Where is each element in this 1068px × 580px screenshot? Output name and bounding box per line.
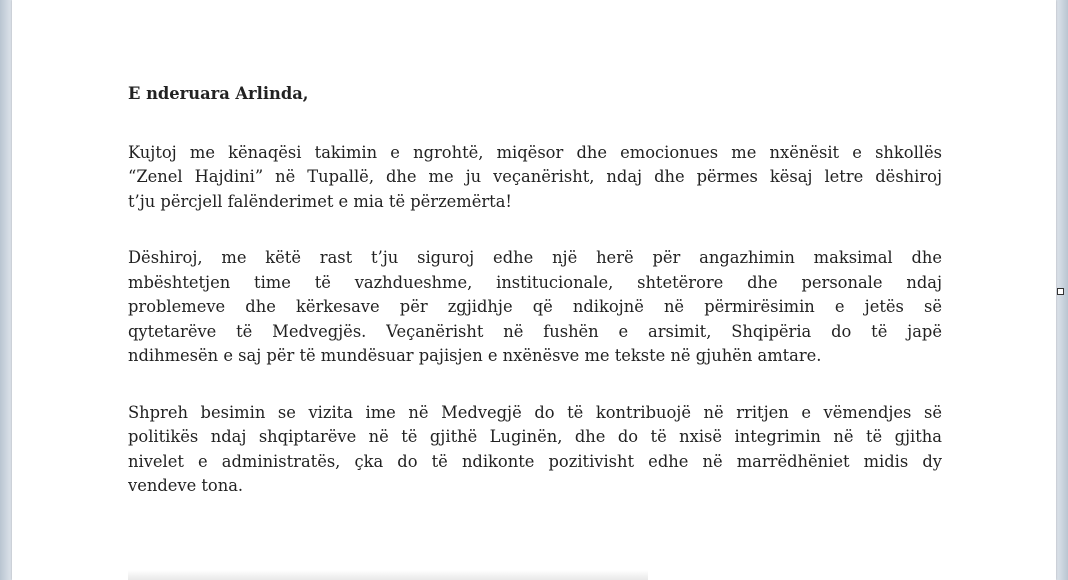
- letter-paragraph-2: [128, 246, 942, 369]
- next-line-fade: [128, 570, 648, 580]
- paragraph-line: ndihmesën e saj për të mundësuar pajisjen e nxënësve me tekste në gjuhën amtare.: [128, 346, 822, 365]
- paragraph-line: problemeve dhe kërkesave për zgjidhje që ndikojnë në përmirësimin e jetës së: [128, 297, 942, 316]
- letter-paragraph-1: [128, 141, 942, 215]
- paragraph-line: qytetarëve të Medvegjës. Veçanërisht në fushën e arsimit, Shqipëria do të japë: [128, 321, 942, 341]
- paragraph-line: “Zenel Hajdini” në Tupallë, dhe me ju veçanërisht, ndaj dhe përmes kësaj letre dëshiroj: [128, 167, 942, 186]
- paragraph-line: vendeve tona.: [128, 476, 244, 495]
- letter-body: [128, 82, 942, 531]
- paragraph-line: Dëshiroj, me këtë rast t’ju siguroj edhe një herë për angazhimin maksimal dhe: [128, 248, 942, 267]
- paragraph-line: Shpreh besimin se vizita ime në Medvegjë do të kontribuojë në rritjen e vëmendjes së: [128, 402, 942, 422]
- paragraph-line: t’ju përcjell falënderimet e mia të përzemërta!: [128, 191, 512, 211]
- paragraph-line: mbështetjen time të vazhdueshme, institucionale, shtetërore dhe personale ndaj: [128, 272, 942, 292]
- page-edge-left: [0, 0, 12, 580]
- paragraph-line: nivelet e administratës, çka do të ndikonte pozitivisht edhe në marrëdhëniet midis dy: [128, 451, 942, 471]
- paragraph-line: Kujtoj me kënaqësi takimin e ngrohtë, miqësor dhe emocionues me nxënësit e shkollës: [128, 142, 942, 162]
- letter-paragraph-3: [128, 401, 942, 499]
- resize-handle[interactable]: [1057, 288, 1064, 295]
- paragraph-line: politikës ndaj shqiptarëve në të gjithë Luginën, dhe do të nxisë integrimin në të gjitha: [128, 427, 942, 446]
- letter-salutation: E nderuara Arlinda,: [128, 84, 309, 103]
